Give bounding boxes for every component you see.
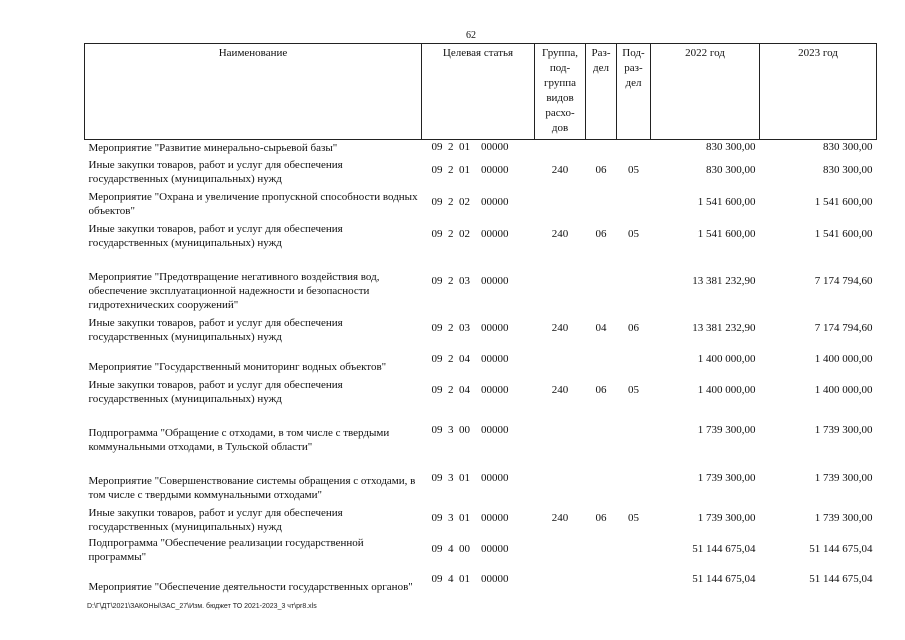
- cell-2023: 830 300,00: [823, 141, 873, 154]
- cell-name: Иные закупки товаров, работ и услуг для обеспечения государственных (муниципальных) нужд: [88, 378, 343, 405]
- cell-2022: 51 144 675,04: [692, 542, 756, 555]
- cell-2022: 1 739 300,00: [697, 471, 756, 484]
- table-row: [85, 250, 877, 312]
- cell-section: [586, 454, 617, 502]
- table-header-row: [85, 44, 877, 140]
- cell-2023: 1 739 300,00: [814, 511, 873, 524]
- cell-subsection: [617, 140, 651, 155]
- cell-2022: 830 300,00: [706, 164, 756, 176]
- cell-subsection: 05: [628, 164, 639, 176]
- header-2022: 2022 год: [651, 44, 760, 140]
- budget-table: [84, 43, 877, 594]
- cell-target-code: 09 2 02 00000: [431, 195, 509, 208]
- cell-section: 06: [595, 227, 607, 240]
- cell-2022: 830 300,00: [706, 141, 756, 154]
- table-row: [85, 406, 877, 454]
- cell-name: Подпрограмма "Обеспечение реализации государственной программы": [88, 536, 364, 563]
- cell-2023: 51 144 675,04: [809, 572, 873, 585]
- cell-2022: 1 541 600,00: [697, 195, 756, 208]
- table-row: [85, 312, 877, 344]
- cell-group: 240: [551, 227, 569, 240]
- cell-target-code: 09 3 01 00000: [431, 511, 509, 524]
- file-path-footer: D:\Г\ДТ\2021\ЗАКОНЫ\ЗАС_27\Изм. бюджет ТО 2021-2023_3 чт\pr8.xls: [87, 603, 317, 610]
- cell-name: Иные закупки товаров, работ и услуг для обеспечения государственных (муниципальных) нужд: [88, 316, 343, 343]
- cell-2022: 1 541 600,00: [697, 227, 756, 240]
- header-2023: 2023 год: [760, 44, 877, 140]
- cell-target-code: 09 2 04 00000: [431, 352, 509, 365]
- cell-2023: 1 739 300,00: [814, 471, 873, 484]
- cell-target-code: 09 3 00 00000: [431, 423, 509, 436]
- cell-group: 240: [551, 511, 569, 524]
- cell-2022: 51 144 675,04: [692, 572, 756, 585]
- cell-name: Мероприятие "Совершенствование системы обращения с отходами, в том числе с твердыми коммунальными отходами": [88, 474, 416, 501]
- table-row: [85, 502, 877, 534]
- cell-2022: 13 381 232,90: [692, 274, 756, 287]
- cell-name: Мероприятие "Обеспечение деятельности государственных органов": [88, 580, 413, 593]
- cell-group: [535, 534, 586, 564]
- cell-section: [586, 140, 617, 155]
- cell-section: [586, 344, 617, 374]
- cell-section: [586, 534, 617, 564]
- cell-target-code: 09 4 00 00000: [431, 542, 509, 555]
- cell-2023: 1 400 000,00: [814, 352, 873, 365]
- cell-group: 240: [551, 164, 569, 176]
- cell-section: 06: [595, 164, 607, 176]
- cell-name: Мероприятие "Государственный мониторинг водных объектов": [88, 360, 387, 373]
- table-row: [85, 454, 877, 502]
- cell-name: Мероприятие "Предотвращение негативного воздействия вод, обеспечение эксплуатационной надежности и безопасности гидротехнических сооружений": [88, 270, 380, 311]
- cell-target-code: 09 2 03 00000: [431, 274, 509, 287]
- cell-target-code: 09 4 01 00000: [431, 572, 509, 585]
- cell-subsection: [617, 406, 651, 454]
- header-section: Раз- дел: [586, 44, 617, 140]
- table-body: [85, 140, 877, 594]
- cell-group: 240: [551, 383, 569, 396]
- table-row: [85, 155, 877, 186]
- cell-subsection: [617, 250, 651, 312]
- cell-2022: 1 739 300,00: [697, 511, 756, 524]
- cell-subsection: [617, 534, 651, 564]
- cell-group: [535, 250, 586, 312]
- cell-2023: 1 541 600,00: [814, 227, 873, 240]
- table-row: [85, 140, 877, 155]
- cell-section: 06: [595, 511, 607, 524]
- header-group: Группа, под- группа видов расхо- дов: [535, 44, 586, 140]
- cell-group: 240: [551, 321, 569, 334]
- cell-2023: 1 541 600,00: [814, 195, 873, 208]
- cell-group: [535, 406, 586, 454]
- cell-name: Иные закупки товаров, работ и услуг для обеспечения государственных (муниципальных) нужд: [88, 222, 343, 249]
- cell-target-code: 09 2 01 00000: [431, 141, 509, 154]
- cell-2023: 830 300,00: [823, 164, 873, 176]
- table-row: [85, 186, 877, 218]
- cell-name: Иные закупки товаров, работ и услуг для обеспечения государственных (муниципальных) нужд: [88, 506, 343, 533]
- cell-2022: 1 739 300,00: [697, 423, 756, 436]
- cell-subsection: [617, 344, 651, 374]
- table-row: [85, 344, 877, 374]
- cell-name: Иные закупки товаров, работ и услуг для обеспечения государственных (муниципальных) нужд: [88, 158, 343, 185]
- cell-name: Мероприятие "Развитие минерально-сырьевой базы": [88, 141, 338, 154]
- cell-subsection: 05: [628, 511, 639, 524]
- cell-2023: 1 739 300,00: [814, 423, 873, 436]
- table-row: [85, 218, 877, 250]
- cell-target-code: 09 3 01 00000: [431, 471, 509, 484]
- cell-subsection: 06: [628, 321, 639, 334]
- cell-group: [535, 186, 586, 218]
- header-name: Наименование: [85, 44, 422, 140]
- cell-2023: 1 400 000,00: [814, 383, 873, 396]
- cell-2023: 7 174 794,60: [814, 274, 873, 287]
- cell-group: [535, 454, 586, 502]
- table-row: [85, 564, 877, 594]
- cell-target-code: 09 2 03 00000: [431, 321, 509, 334]
- cell-name: Подпрограмма "Обращение с отходами, в том числе с твердыми коммунальными отходами, в Тульской области": [88, 426, 390, 453]
- header-target: Целевая статья: [422, 44, 535, 140]
- cell-group: [535, 564, 586, 594]
- cell-group: [535, 140, 586, 155]
- cell-section: [586, 406, 617, 454]
- page-number: 62: [466, 30, 476, 41]
- cell-2023: 51 144 675,04: [809, 542, 873, 555]
- cell-2022: 13 381 232,90: [692, 321, 756, 334]
- cell-target-code: 09 2 02 00000: [431, 227, 509, 240]
- cell-subsection: [617, 186, 651, 218]
- cell-name: Мероприятие "Охрана и увеличение пропускной способности водных объектов": [88, 190, 418, 217]
- cell-target-code: 09 2 04 00000: [431, 383, 509, 396]
- cell-section: 06: [595, 383, 607, 396]
- cell-2022: 1 400 000,00: [697, 383, 756, 396]
- cell-section: [586, 186, 617, 218]
- cell-subsection: [617, 454, 651, 502]
- table-row: [85, 374, 877, 406]
- cell-target-code: 09 2 01 00000: [431, 164, 509, 176]
- cell-section: [586, 564, 617, 594]
- cell-subsection: [617, 564, 651, 594]
- table-row: [85, 534, 877, 564]
- cell-subsection: 05: [628, 383, 639, 396]
- cell-2022: 1 400 000,00: [697, 352, 756, 365]
- cell-section: [586, 250, 617, 312]
- cell-section: 04: [595, 321, 607, 334]
- cell-subsection: 05: [628, 227, 639, 240]
- header-subsection: Под- раз- дел: [617, 44, 651, 140]
- budget-table-container: [84, 43, 876, 594]
- cell-2023: 7 174 794,60: [814, 321, 873, 334]
- cell-group: [535, 344, 586, 374]
